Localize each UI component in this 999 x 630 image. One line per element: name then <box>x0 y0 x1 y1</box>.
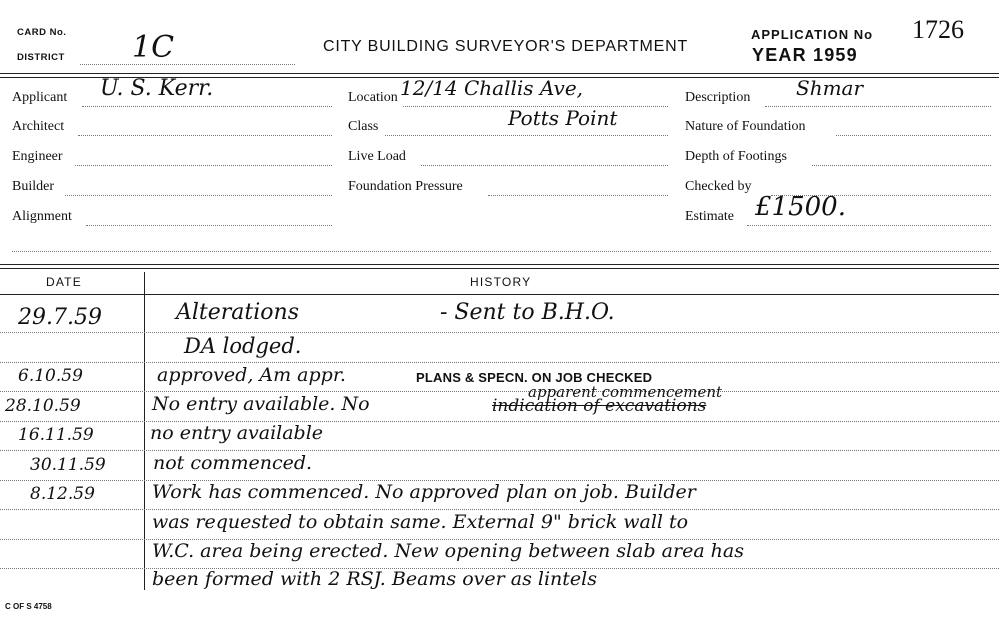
application-label: APPLICATION No <box>751 27 874 42</box>
estimate-line <box>747 225 991 226</box>
builder-line <box>65 195 332 196</box>
printed-stamp-plans-checked: PLANS & SPECN. ON JOB CHECKED <box>416 370 653 385</box>
form-code: C OF S 4758 <box>5 602 52 611</box>
history-date: 30.11.59 <box>30 455 106 475</box>
history-date: 29.7.59 <box>18 305 102 330</box>
table-header-rule <box>0 294 999 295</box>
fields-bottom-dotline <box>12 251 991 252</box>
history-date: 16.11.59 <box>18 425 94 445</box>
row-line <box>0 509 999 510</box>
history-entry: no entry available <box>150 422 324 444</box>
row-line <box>0 391 999 392</box>
depth-of-footings-line <box>812 165 991 166</box>
history-date: 6.10.59 <box>18 366 83 386</box>
location-value-line1: 12/14 Challis Ave, <box>400 76 584 100</box>
foundation-pressure-label: Foundation Pressure <box>348 179 463 194</box>
history-entry: been formed with 2 RSJ. Beams over as lintels <box>152 568 597 590</box>
foundation-pressure-line <box>488 195 668 196</box>
history-entry: was requested to obtain same. External 9" brick wall to <box>152 511 689 533</box>
district-value: 1C <box>132 30 175 65</box>
district-line <box>80 64 295 65</box>
district-label: DISTRICT <box>17 52 65 63</box>
location-label: Location <box>348 90 398 105</box>
alignment-label: Alignment <box>12 209 72 224</box>
history-entry-struck: indication of excavations <box>492 396 707 416</box>
table-top-rule-2 <box>0 268 999 269</box>
card-no-label: CARD No. <box>17 27 67 38</box>
history-entry: - Sent to B.H.O. <box>440 300 615 325</box>
history-entry: Work has commenced. No approved plan on job. Builder <box>152 481 696 503</box>
nature-of-foundation-label: Nature of Foundation <box>685 119 806 134</box>
engineer-label: Engineer <box>12 149 63 164</box>
class-label: Class <box>348 119 379 134</box>
applicant-label: Applicant <box>12 90 68 105</box>
row-line <box>0 362 999 363</box>
live-load-label: Live Load <box>348 149 406 164</box>
date-column-divider <box>144 272 145 590</box>
nature-of-foundation-line <box>836 135 991 136</box>
estimate-value: £1500. <box>755 192 846 222</box>
row-line <box>0 450 999 451</box>
builder-label: Builder <box>12 179 54 194</box>
department-title: CITY BUILDING SURVEYOR'S DEPARTMENT <box>323 38 689 55</box>
checked-by-label: Checked by <box>685 179 752 194</box>
application-number: 1726 <box>912 15 964 44</box>
engineer-line <box>75 165 332 166</box>
description-line <box>765 106 991 107</box>
history-entry: DA lodged. <box>184 334 302 358</box>
architect-line <box>78 135 332 136</box>
applicant-value: U. S. Kerr. <box>100 76 214 101</box>
table-top-rule-1 <box>0 264 999 265</box>
applicant-line <box>82 106 332 107</box>
history-entry: not commenced. <box>153 452 313 474</box>
estimate-label: Estimate <box>685 209 734 224</box>
history-column-header: HISTORY <box>470 275 532 289</box>
alignment-line <box>86 225 332 226</box>
history-entry: Alterations <box>176 300 299 325</box>
history-entry: No entry available. No <box>152 393 370 415</box>
history-date: 8.12.59 <box>30 484 95 504</box>
history-entry: W.C. area being erected. New opening between slab area has <box>152 540 744 562</box>
architect-label: Architect <box>12 119 65 134</box>
description-value: Shmar <box>796 76 864 100</box>
history-entry-insertion: apparent commencement <box>528 383 723 401</box>
location-value-line2: Potts Point <box>508 106 618 130</box>
depth-of-footings-label: Depth of Footings <box>685 149 787 164</box>
header-rule-1 <box>0 73 999 74</box>
class-line <box>385 135 668 136</box>
row-line <box>0 332 999 333</box>
history-entry: approved, Am appr. <box>157 364 346 386</box>
date-column-header: DATE <box>46 275 82 289</box>
live-load-line <box>421 165 668 166</box>
year-label: YEAR 1959 <box>752 45 858 65</box>
history-date: 28.10.59 <box>5 396 81 416</box>
description-label: Description <box>685 90 751 105</box>
